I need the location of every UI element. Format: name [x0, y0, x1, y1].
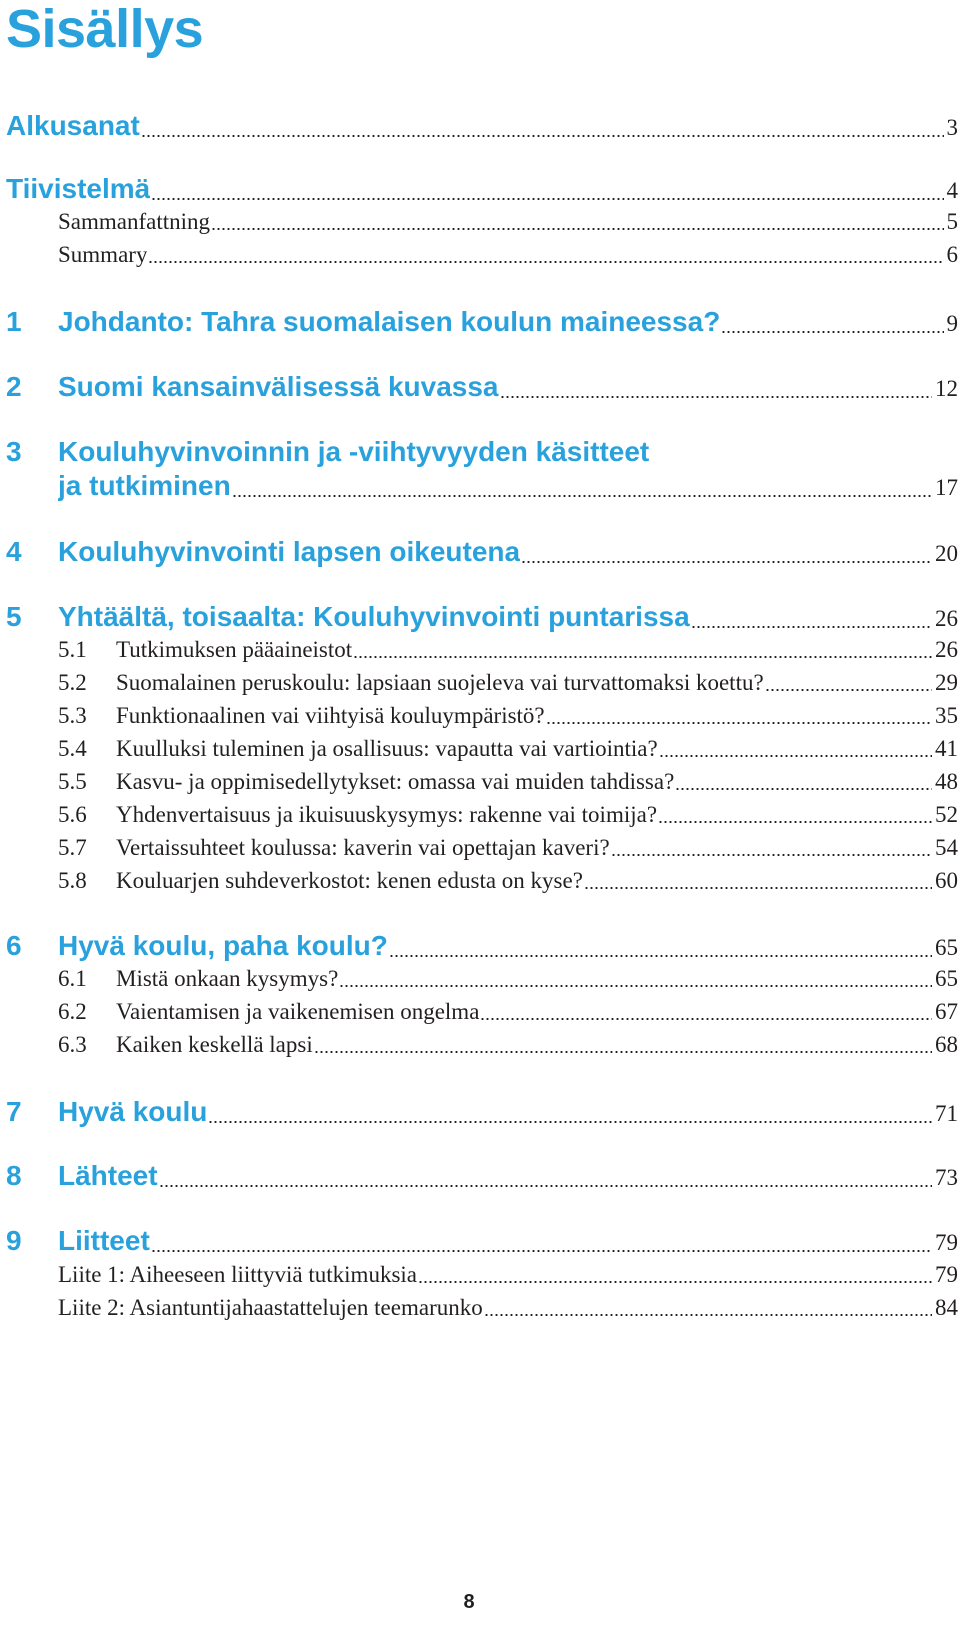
toc-entry-title: Alkusanat [6, 110, 140, 141]
toc-entry-title: Yhtäältä, toisaalta: Kouluhyvinvointi puntarissa [58, 601, 690, 632]
toc-dot-leader [480, 1018, 932, 1020]
toc-entry-title: Vertaissuhteet koulussa: kaverin vai opettajan kaveri? [116, 835, 610, 860]
toc-dot-leader [208, 1121, 932, 1123]
toc-entry-title: Kouluarjen suhdeverkostot: kenen edusta on kyse? [116, 868, 583, 893]
toc-entry-title: Kouluhyvinvoinnin ja -viihtyvyyden käsitteet [58, 436, 650, 467]
toc-page-number: 26 [935, 637, 958, 662]
toc-entry-title: Johdanto: Tahra suomalaisen koulun maineessa? [58, 306, 721, 337]
toc-entry-number: 5 [6, 601, 22, 632]
toc-chapter-entry[interactable] [0, 536, 958, 568]
toc-subsection-entry[interactable] [0, 242, 958, 268]
toc-page-number: 71 [935, 1101, 958, 1126]
toc-dot-leader [211, 228, 943, 230]
toc-dot-leader [339, 985, 932, 987]
toc-entry-title: Kasvu- ja oppimisedellytykset: omassa vai muiden tahdissa? [116, 769, 675, 794]
toc-dot-leader [659, 755, 932, 757]
toc-subsection-entry[interactable] [0, 637, 958, 663]
toc-dot-leader [151, 198, 943, 200]
toc-entry-title: Hyvä koulu, paha koulu? [58, 930, 388, 961]
toc-page-number: 60 [935, 868, 958, 893]
toc-subsection-entry[interactable] [0, 670, 958, 696]
toc-dot-leader [521, 561, 932, 563]
toc-chapter-entry[interactable] [0, 1096, 958, 1128]
toc-dot-leader [151, 1250, 932, 1252]
toc-entry-number: 4 [6, 536, 22, 567]
toc-entry-number: 1 [6, 306, 22, 337]
toc-entry-number: 7 [6, 1096, 22, 1127]
toc-chapter-entry[interactable] [0, 371, 958, 403]
toc-page-number: 48 [935, 769, 958, 794]
toc-entry-title: Liite 2: Asiantuntijahaastattelujen teemarunko [58, 1295, 483, 1320]
toc-chapter-entry[interactable] [0, 173, 958, 205]
page-title: Sisällys [6, 0, 204, 59]
toc-entry-title: Suomi kansainvälisessä kuvassa [58, 371, 499, 402]
toc-entry-title: Liitteet [58, 1225, 150, 1256]
toc-dot-leader [658, 821, 932, 823]
toc-page-number: 4 [946, 178, 958, 203]
toc-page-number: 6 [946, 242, 958, 267]
toc-entry-number: 5.5 [58, 769, 87, 794]
toc-dot-leader [721, 331, 943, 333]
page-number: 8 [463, 1591, 475, 1613]
toc-entry-number: 6.1 [58, 966, 87, 991]
toc-subsection-entry[interactable] [0, 736, 958, 762]
toc-page-number: 9 [946, 311, 958, 336]
toc-subsection-entry[interactable] [0, 1262, 958, 1288]
toc-subsection-entry[interactable] [0, 868, 958, 894]
toc-chapter-entry[interactable] [0, 1160, 958, 1192]
toc-page-number: 12 [935, 376, 958, 401]
toc-page-number: 67 [935, 999, 958, 1024]
toc-entry-number: 5.1 [58, 637, 87, 662]
toc-page-number: 65 [935, 935, 958, 960]
toc-dot-leader [148, 261, 943, 263]
toc-subsection-entry[interactable] [0, 966, 958, 992]
toc-page-number: 17 [935, 475, 958, 500]
toc-page-number: 41 [935, 736, 958, 761]
toc-entry-number: 6.3 [58, 1032, 87, 1057]
toc-entry-title: Tutkimuksen pääaineistot [116, 637, 353, 662]
toc-entry-title: Kaiken keskellä lapsi [116, 1032, 313, 1057]
toc-dot-leader [141, 135, 944, 137]
toc-page-number: 65 [935, 966, 958, 991]
toc-dot-leader [675, 788, 932, 790]
toc-page-number: 79 [935, 1262, 958, 1287]
toc-page-number: 20 [935, 541, 958, 566]
toc-chapter-entry[interactable] [0, 1225, 958, 1257]
toc-dot-leader [611, 854, 932, 856]
toc-chapter-entry[interactable] [0, 930, 958, 962]
toc-page-number: 35 [935, 703, 958, 728]
toc-entry-number: 5.2 [58, 670, 87, 695]
toc-entry-title: Sammanfattning [58, 209, 211, 234]
toc-entry-title: Funktionaalinen vai viihtyisä kouluympäristö? [116, 703, 545, 728]
toc-page-number: 5 [946, 209, 958, 234]
toc-entry-number: 2 [6, 371, 22, 402]
toc-entry-title: Liite 1: Aiheeseen liittyviä tutkimuksia [58, 1262, 417, 1287]
toc-dot-leader [584, 887, 932, 889]
toc-page-number: 26 [935, 606, 958, 631]
toc-chapter-entry[interactable] [0, 436, 958, 502]
toc-dot-leader [765, 689, 932, 691]
toc-entry-title: Kouluhyvinvointi lapsen oikeutena [58, 536, 521, 567]
toc-page-number: 68 [935, 1032, 958, 1057]
toc-page-number: 54 [935, 835, 958, 860]
toc-entry-title: Lähteet [58, 1160, 158, 1191]
toc-subsection-entry[interactable] [0, 1295, 958, 1321]
toc-entry-number: 5.3 [58, 703, 87, 728]
toc-dot-leader [418, 1281, 932, 1283]
toc-chapter-entry[interactable] [0, 601, 958, 633]
toc-dot-leader [389, 955, 932, 957]
toc-entry-number: 6 [6, 930, 22, 961]
toc-page-number: 52 [935, 802, 958, 827]
toc-entry-title: Summary [58, 242, 148, 267]
toc-entry-title: Suomalainen peruskoulu: lapsiaan suojeleva vai turvattomaksi koettu? [116, 670, 764, 695]
toc-page-number: 3 [946, 115, 958, 140]
toc-entry-title: Hyvä koulu [58, 1096, 208, 1127]
toc-entry-title: Yhdenvertaisuus ja ikuisuuskysymys: rakenne vai toimija? [116, 802, 658, 827]
toc-entry-title: Vaientamisen ja vaikenemisen ongelma [116, 999, 480, 1024]
toc-entry-number: 5.8 [58, 868, 87, 893]
toc-dot-leader [232, 495, 932, 497]
toc-page-number: 84 [935, 1295, 958, 1320]
toc-subsection-entry[interactable] [0, 999, 958, 1025]
toc-dot-leader [353, 656, 932, 658]
toc-dot-leader [159, 1185, 932, 1187]
toc-entry-number: 3 [6, 436, 22, 467]
toc-entry-title: ja tutkiminen [58, 470, 231, 501]
toc-subsection-entry[interactable] [0, 802, 958, 828]
toc-entry-title: Tiivistelmä [6, 173, 151, 204]
toc-page-number: 29 [935, 670, 958, 695]
toc-subsection-entry[interactable] [0, 835, 958, 861]
toc-subsection-entry[interactable] [0, 209, 958, 235]
toc-dot-leader [500, 396, 933, 398]
toc-entry-number: 5.6 [58, 802, 87, 827]
toc-subsection-entry[interactable] [0, 703, 958, 729]
toc-page-number: 79 [935, 1230, 958, 1255]
toc-subsection-entry[interactable] [0, 1032, 958, 1058]
toc-entry-number: 5.7 [58, 835, 87, 860]
toc-entry-number: 5.4 [58, 736, 87, 761]
toc-dot-leader [314, 1051, 932, 1053]
toc-page-number: 73 [935, 1165, 958, 1190]
toc-chapter-entry[interactable] [0, 306, 958, 338]
toc-entry-number: 9 [6, 1225, 22, 1256]
toc-subsection-entry[interactable] [0, 769, 958, 795]
toc-entry-title: Kuulluksi tuleminen ja osallisuus: vapautta vai vartiointia? [116, 736, 658, 761]
toc-entry-number: 8 [6, 1160, 22, 1191]
toc-dot-leader [691, 626, 932, 628]
toc-dot-leader [484, 1314, 932, 1316]
toc-chapter-entry[interactable] [0, 110, 958, 142]
toc-dot-leader [546, 722, 932, 724]
toc-entry-title: Mistä onkaan kysymys? [116, 966, 339, 991]
toc-entry-number: 6.2 [58, 999, 87, 1024]
